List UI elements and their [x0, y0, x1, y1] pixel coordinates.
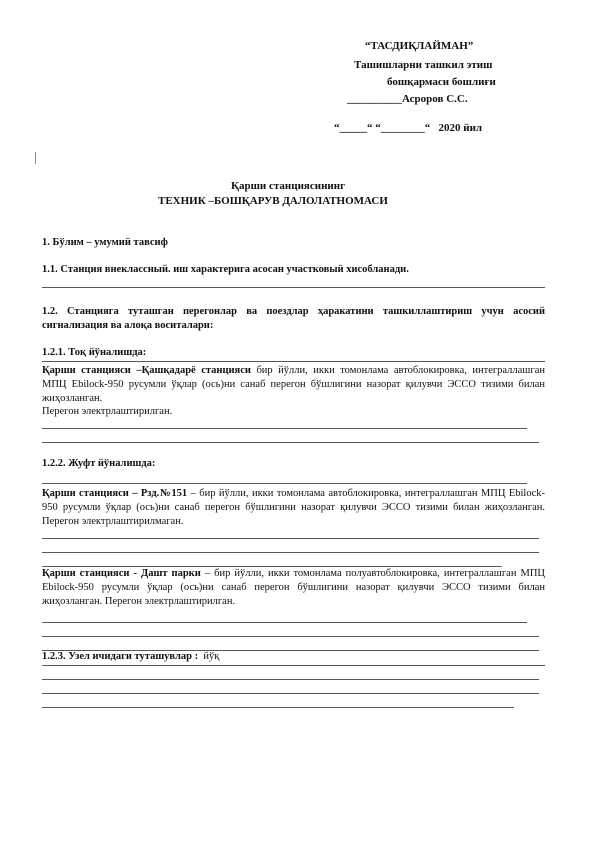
paragraph-lead: Қарши станцияси –Қашқадарё станцияси — [42, 365, 251, 376]
approval-title: “ТАСДИҚЛАЙМАН” — [365, 40, 474, 52]
margin-mark — [35, 152, 36, 164]
paragraph-even-direction-2 — [42, 567, 545, 608]
approval-line1: Ташишларни ташкил этиш — [354, 59, 493, 71]
fill-line — [42, 665, 545, 666]
fill-line — [42, 707, 514, 708]
fill-line — [42, 636, 539, 637]
approval-date — [334, 122, 482, 134]
fill-line — [42, 693, 539, 694]
approval-signature-line — [347, 93, 468, 105]
section-1-2-2: 1.2.2. Жуфт йўналишда: — [42, 458, 156, 469]
fill-line — [42, 361, 545, 362]
fill-line — [42, 622, 527, 623]
signatory-name: Асроров С.С. — [402, 93, 468, 105]
fill-line — [42, 483, 527, 484]
paragraph-lead: Қарши станцияси - Дашт парки — [42, 568, 201, 579]
paragraph-even-direction-1 — [42, 487, 545, 528]
date-month-blank: ________ — [380, 122, 425, 134]
section-1-2-3-label: 1.2.3. Узел ичидаги туташувлар : — [42, 651, 199, 662]
paragraph-tail: Перегон электрлаштирилган. — [42, 406, 173, 418]
date-day-blank: _____ — [339, 122, 367, 134]
section-1-2-1: 1.2.1. Тоқ йўналишда: — [42, 347, 147, 358]
date-year: 2020 йил — [438, 122, 483, 134]
section-1-2-3-value: йўқ — [203, 651, 220, 662]
doc-title-line1: Қарши станциясининг — [231, 180, 346, 192]
date-quote-close: “ — [424, 122, 431, 134]
section-1-2: 1.2. Станцияга туташган перегонлар ва поездлар ҳаракатини ташкиллаштириш учун асосий сигнализация ва алоқа воситалари: — [42, 306, 545, 331]
fill-line — [42, 287, 545, 288]
paragraph-body: – бир йўлли, икки томонлама автоблокировка, интеграллашган МПЦ Ebilock-950 русумли ўқлар (ось)ни санаб перегон бўшлигини назорат қилувчи ЭССО тизими билан жиҳозланган. Перегон электрлаштирилмаган. — [42, 488, 545, 527]
paragraph-odd-direction — [42, 364, 545, 419]
approval-line2: бошқармаси бошлиғи — [387, 76, 496, 88]
fill-line — [42, 552, 539, 553]
signature-blank: __________ — [347, 93, 402, 105]
section-1-heading: 1. Бўлим – умумий тавсиф — [42, 237, 168, 248]
paragraph-body: – бир йўлли, икки томонлама полуавтоблокировка, интеграллашган МПЦ Ebilock-950 русумли ўқлар (ось)ни санаб перегон бўшлигини назорат қилувчи ЭССО тизими билан жиҳозланган. Перегон электрлаштирилган. — [42, 568, 545, 607]
fill-line — [42, 428, 527, 429]
section-1-2-3 — [42, 651, 219, 662]
fill-line — [42, 442, 539, 443]
fill-line — [42, 679, 539, 680]
date-quote-mid: “ “ — [367, 122, 381, 134]
doc-title-line2: ТЕХНИК –БОШҚАРУВ ДАЛОЛАТНОМАСИ — [158, 195, 388, 207]
date-quote-open: “ — [334, 122, 340, 134]
section-1-1: 1.1. Станция внеклассный. иш характерига асосан участковый хисобланади. — [42, 264, 409, 275]
fill-line — [42, 538, 539, 539]
paragraph-body: бир йўлли, икки томонлама автоблокировка, интеграллашган МПЦ Ebilock-950 русумли ўқлар (ось)ни санаб перегон бўшлигини назорат қилувчи ЭССО тизими билан жиҳозланган. — [42, 365, 545, 404]
paragraph-lead: Қарши станцияси – Рзд.№151 — [42, 488, 188, 499]
